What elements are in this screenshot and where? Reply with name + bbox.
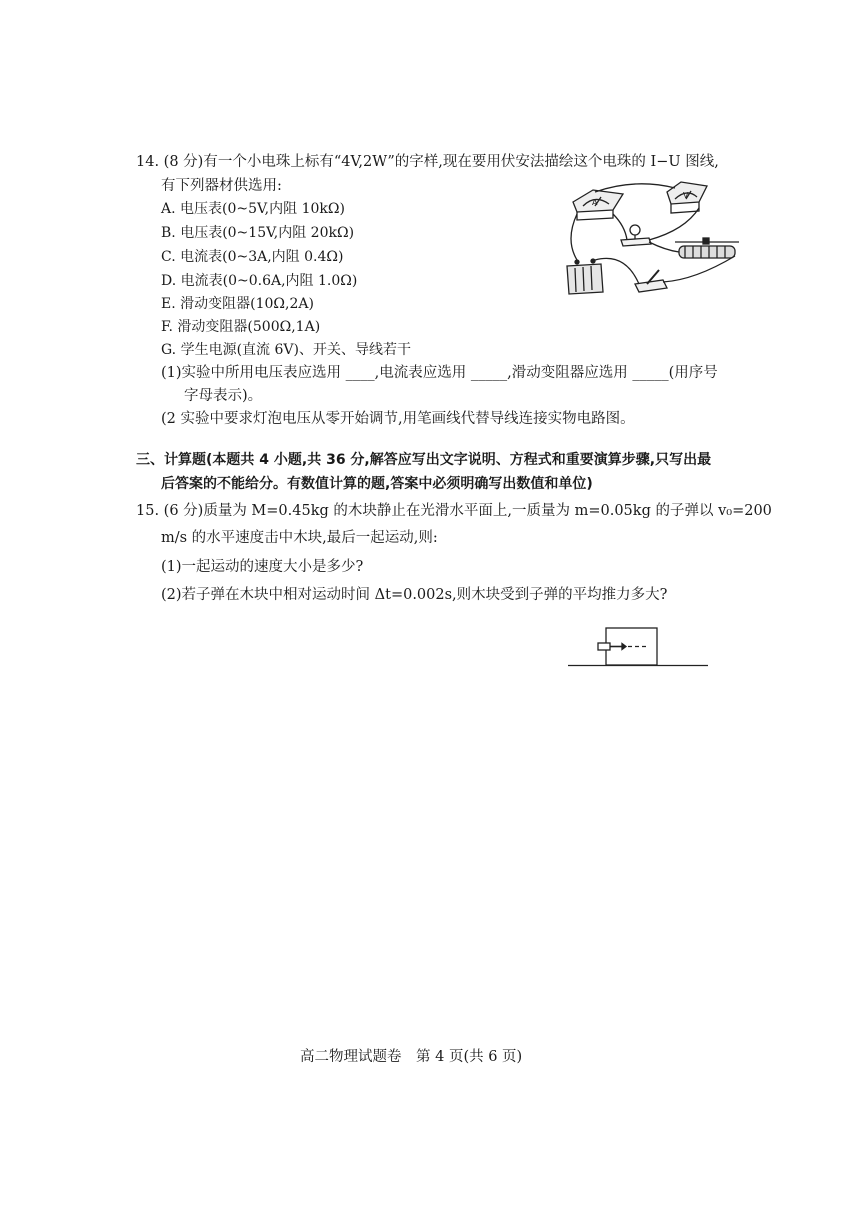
circuit-apparatus-figure bbox=[555, 180, 755, 305]
q14-option-g: G. 学生电源(直流 6V)、开关、导线若干 bbox=[161, 342, 411, 358]
voltmeter-label: V bbox=[683, 191, 689, 200]
ammeter-icon bbox=[573, 190, 623, 220]
q14-option-f: F. 滑动变阻器(500Ω,1A) bbox=[161, 319, 321, 335]
q14-option-e: E. 滑动变阻器(10Ω,2A) bbox=[161, 296, 314, 312]
ammeter-label: A bbox=[592, 198, 598, 207]
q14-sub2: (2 实验中要求灯泡电压从零开始调节,用笔画线代替导线连接实物电路图。 bbox=[161, 411, 635, 427]
q14-sub1-line1: (1)实验中所用电压表应选用 ____,电流表应选用 _____,滑动变阻器应选用 _____(用序号 bbox=[161, 365, 718, 381]
q14-option-d: D. 电流表(0~0.6A,内阻 1.0Ω) bbox=[161, 273, 358, 289]
section3-heading-line2: 后答案的不能给分。有数值计算的题,答案中必须明确写出数值和单位) bbox=[161, 476, 593, 492]
page-footer: 高二物理试题卷 第 4 页(共 6 页) bbox=[300, 1049, 523, 1065]
q15-stem-line1: 15. (6 分)质量为 M=0.45kg 的木块静止在光滑水平面上,一质量为 m=0.05kg 的子弹以 v₀=200 bbox=[136, 503, 772, 519]
q14-option-a: A. 电压表(0~5V,内阻 10kΩ) bbox=[161, 201, 345, 217]
q14-option-b: B. 电压表(0~15V,内阻 20kΩ) bbox=[161, 225, 355, 241]
q14-option-c: C. 电流表(0~3A,内阻 0.4Ω) bbox=[161, 249, 344, 265]
section3-heading-line1: 三、计算题(本题共 4 小题,共 36 分,解答应写出文字说明、方程式和重要演算步骤,只写出最 bbox=[136, 452, 712, 468]
rheostat-icon bbox=[675, 238, 739, 258]
block-bullet-figure bbox=[568, 626, 708, 668]
switch-icon bbox=[635, 270, 667, 292]
q15-sub1: (1)一起运动的速度大小是多少? bbox=[161, 559, 364, 575]
q14-sub1-line2: 字母表示)。 bbox=[184, 388, 263, 404]
q14-stem-line1: 14. (8 分)有一个小电珠上标有“4V,2W”的字样,现在要用伏安法描绘这个电珠的 I−U 图线, bbox=[136, 154, 719, 170]
q15-stem-line2: m/s 的水平速度击中木块,最后一起运动,则: bbox=[161, 530, 438, 546]
battery-icon bbox=[567, 259, 603, 294]
q14-stem-line2: 有下列器材供选用: bbox=[161, 178, 282, 194]
bullet bbox=[598, 643, 610, 650]
q15-sub2: (2)若子弹在木块中相对运动时间 Δt=0.002s,则木块受到子弹的平均推力多大? bbox=[161, 587, 668, 603]
